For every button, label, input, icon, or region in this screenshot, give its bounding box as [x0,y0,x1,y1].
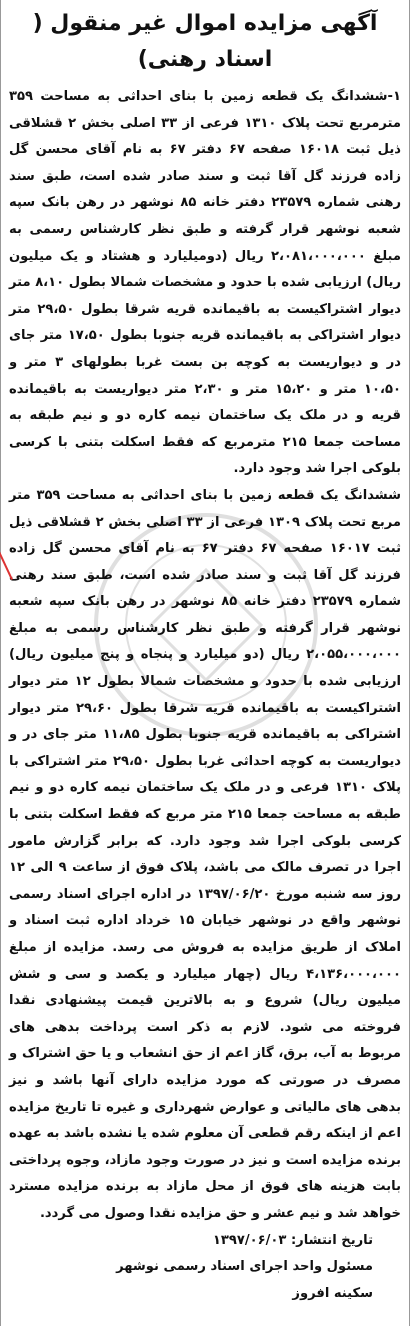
property-1-description: ۱-ششدانگ یک قطعه زمین با بنای احداثی به مساحت ۳۵۹ مترمربع تحت پلاک ۱۳۱۰ فرعی از ۳۳ اصلی بخش ۲ قشلاقی ذیل ثبت ۱۶۰۱۸ صفحه ۶۷ دفتر ۶۷ به نام آقای محسن گل زاده فرزند گل آقا ثبت و سند صادر شده است، طبق سند رهنی شماره ۲۳۵۷۹ دفتر خانه ۸۵ نوشهر در رهن بانک سپه شعبه نوشهر قرار گرفته و طبق نظر کارشناس رسمی به مبلغ ۲،۰۸۱،۰۰۰،۰۰۰ ریال (دومیلیارد و هشتاد و یک میلیون ریال) ارزیابی شده با حدود و مشخصات شمالا بطول ۸،۱۰ متر دیوار اشتراکیست به باقیمانده قریه شرقا بطول ۲۹،۵۰ متر دیوار اشتراکی به باقیمانده قریه جنوبا بطول ۱۷،۵۰ متر جای در و دیواریست به کوچه بن بست غربا بطولهای ۳ متر و ۱۰،۵۰ متر و ۱۵،۲۰ متر و ۲،۳۰ متر دیواریست به باقیمانده قریه و در ملک یک ساختمان نیمه کاره دو و نیم طبقه به مساحت جمعا ۲۱۵ مترمربع که فقط اسکلت بتنی با کرسی بلوکی اجرا شد وجود دارد. [9,89,402,477]
signatory-title: مسئول واحد اجرای اسناد رسمی نوشهر [116,1259,373,1275]
property-2-description: ششدانگ یک قطعه زمین با بنای احداثی به مساحت ۳۵۹ متر مربع تحت پلاک ۱۳۰۹ فرعی از ۳۳ اصلی بخش ۲ قشلاقی ذیل ثبت ۱۶۰۱۷ صفحه ۶۷ دفتر ۶۷ به نام آقای محسن گل زاده فرزند گل آقا ثبت و سند صادر شده است، طبق سند رهنی شماره ۲۳۵۷۹ دفتر خانه ۸۵ نوشهر در رهن بانک سپه شعبه نوشهر قرار گرفته و طبق نظر کارشناس رسمی به مبلغ ۲،۰۵۵،۰۰۰،۰۰۰ ریال (دو میلیارد و پنجاه و پنج میلیون ریال) ارزیابی شده با حدود و مشخصات شمالا بطول ۱۲ متر دیوار اشتراکیست به باقیمانده قریه شرقا بطول ۲۹،۶۰ متر دیوار اشتراکی به باقیمانده قریه جنوبا بطول ۱۱،۸۵ متر جای در و دیواریست به کوچه احداثی غربا بطول ۲۹،۵۰ متر اشتراکی با پلاک ۱۳۱۰ فرعی و در ملک یک ساختمان نیمه کاره دو و نیم طبقه به مساحت جمعا ۲۱۵ متر مربع که فقط اسکلت بتنی با کرسی بلوکی اجرا شد وجود دارد. که برابر گزارش مامور اجرا در تصرف مالک می باشد، پلاک فوق از ساعت ۹ الی ۱۲ روز سه شنبه مورخ ۱۳۹۷/۰۶/۲۰ در اداره اجرای اسناد رسمی نوشهر واقع در نوشهر خیابان ۱۵ خرداد اداره ثبت اسناد و املاک از طریق مزایده به فروش می رسد. مزایده از مبلغ ۴،۱۳۶،۰۰۰،۰۰۰ ریال (چهار میلیارد و یکصد و سی و شش میلیون ریال) شروع و به بالاترین قیمت پیشنهادی نقدا فروخته می شود. لازم به ذکر است پرداخت بدهی های مربوط به آب، برق، گاز اعم از حق انشعاب و یا حق اشتراک و مصرف در صورتی که مورد مزایده دارای آنها باشد و نیز بدهی های مالیاتی و عوارض شهرداری و غیره تا تاریخ مزایده اعم از اینکه رقم قطعی آن معلوم شده یا نشده باشد به عهده برنده مزایده است و نیز در صورت وجود مازاد، وجوه پرداختی بابت هزینه های فوق از محل مازاد به برنده مزایده مسترد خواهد شد و نیم عشر و حق مزایده نقدا وصول می گردد. [9,487,402,1221]
notice-title: آگهی مزایده اموال غیر منقول ( اسناد رهنی) [32,11,378,72]
publish-date: تاریخ انتشار: ۱۳۹۷/۰۶/۰۳ [212,1232,373,1248]
signatory-name: سکینه افروز [292,1285,373,1301]
notice-footer [9,1228,401,1308]
